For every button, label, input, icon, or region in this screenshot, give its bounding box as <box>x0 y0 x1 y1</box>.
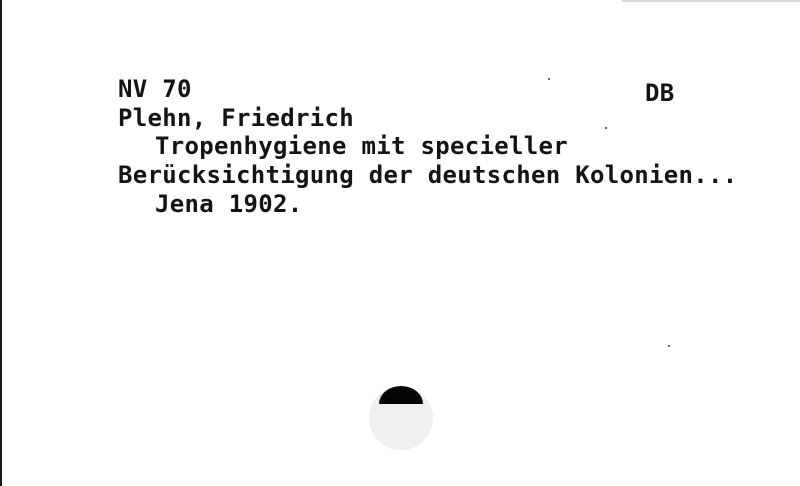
card-left-edge <box>0 0 2 486</box>
speck-mark <box>548 78 550 80</box>
speck-mark <box>668 345 670 347</box>
title-line-1: Tropenhygiene mit specieller <box>155 132 568 160</box>
title-line-2: Berücksichtigung der deutschen Kolonien... <box>118 161 738 189</box>
location-code: DB <box>645 79 675 107</box>
punch-hole <box>369 386 433 450</box>
author-name: Plehn, Friedrich <box>118 104 354 132</box>
speck-mark <box>605 127 607 129</box>
card-top-edge <box>622 0 800 2</box>
call-number: NV 70 <box>118 75 192 103</box>
punch-hole-shadow <box>379 386 423 404</box>
imprint: Jena 1902. <box>155 190 303 218</box>
